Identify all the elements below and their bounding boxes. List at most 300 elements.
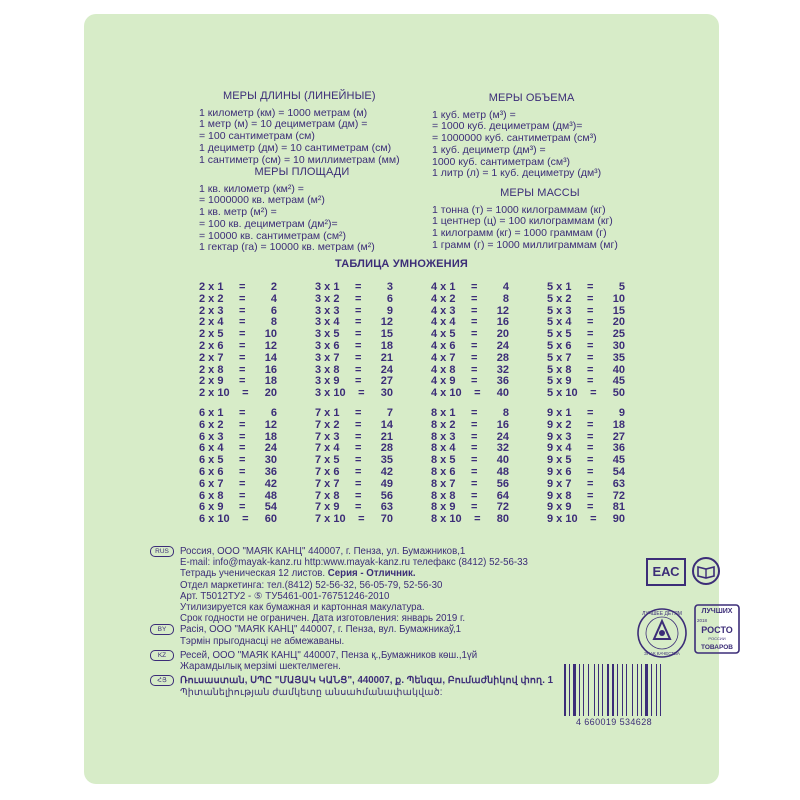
- times-table-3: [315, 282, 393, 400]
- times-result: 27: [380, 375, 393, 388]
- times-result: 12: [380, 316, 393, 329]
- area-line: 1 кв. метр (м²) =: [199, 206, 277, 219]
- country-badge-rus: RUS: [150, 546, 174, 557]
- equals-sign: =: [355, 304, 362, 317]
- volume-line: = 1000 куб. дециметрам (дм³)=: [432, 120, 583, 133]
- times-table-row: [315, 294, 393, 306]
- barcode-bar: [662, 664, 664, 716]
- rus-address-line: [150, 546, 553, 557]
- best-100-goods-mark: [694, 604, 740, 654]
- times-result: 18: [264, 375, 277, 388]
- times-result: 7: [386, 407, 393, 419]
- kz-address: Ресей, ООО "МАЯК КАНЦ" 440007, Пенза қ.,Бумажников көш.,1үй: [180, 650, 478, 662]
- by-address-line: [150, 624, 553, 635]
- times-result: 35: [380, 454, 393, 467]
- times-table-row: [199, 479, 277, 491]
- barcode-bar: [585, 664, 587, 716]
- equals-sign: =: [355, 454, 362, 467]
- rus-address: Россия, ООО "МАЯК КАНЦ" 440007, г. Пенза, ул. Бумажников,1: [180, 546, 466, 558]
- times-expression: 4 x 9: [431, 375, 456, 388]
- times-result: 8: [502, 407, 509, 419]
- times-expression: 3 x 10: [315, 387, 346, 400]
- equals-sign: =: [471, 477, 478, 490]
- barcode-bar: [564, 664, 566, 716]
- best-mark-top: ЛУЧШИХ: [701, 608, 733, 615]
- times-expression: 2 x 4: [199, 316, 224, 329]
- barcode-bar: [660, 664, 661, 716]
- barcode-bar: [632, 664, 633, 716]
- am-shelf-life: Պիտանելիության ժամկետը անսահմանափակված:: [180, 686, 443, 698]
- barcode-bar: [658, 664, 659, 716]
- by-address: Расія, ООО "МАЯК КАНЦ" 440007, г. Пенза, вул. Бумажникаў,1: [180, 624, 462, 636]
- equals-sign: =: [355, 465, 362, 478]
- times-expression: 6 x 4: [199, 442, 224, 455]
- equals-sign: =: [587, 477, 594, 490]
- times-result: 40: [612, 363, 625, 376]
- times-table-row: [199, 294, 277, 306]
- volume-measures-block: [432, 93, 601, 180]
- times-expression: 6 x 2: [199, 418, 224, 431]
- times-expression: 9 x 4: [547, 442, 572, 455]
- area-line: = 1000000 кв. метрам (м²): [199, 194, 325, 207]
- times-expression: 5 x 2: [547, 292, 572, 305]
- times-result: 32: [496, 363, 509, 376]
- area-measures-title: МЕРЫ ПЛОЩАДИ: [254, 166, 350, 178]
- barcode-bar: [598, 664, 600, 716]
- times-result: 54: [612, 465, 625, 478]
- recycling-note: Утилизируется как бумажная и картонная макулатура.: [180, 602, 425, 614]
- times-result: 8: [502, 292, 509, 305]
- times-expression: 2 x 2: [199, 292, 224, 305]
- best-mark-small: РОССИИ: [708, 636, 726, 641]
- equals-sign: =: [471, 351, 478, 364]
- equals-sign: =: [471, 292, 478, 305]
- times-expression: 2 x 8: [199, 363, 224, 376]
- barcode-bar: [615, 664, 616, 716]
- equals-sign: =: [239, 339, 246, 352]
- times-result: 16: [496, 418, 509, 431]
- times-expression: 4 x 3: [431, 304, 456, 317]
- times-expression: 3 x 1: [315, 281, 340, 293]
- times-result: 4: [502, 281, 509, 293]
- equals-sign: =: [355, 489, 362, 502]
- times-expression: 5 x 8: [547, 363, 572, 376]
- times-result: 40: [496, 454, 509, 467]
- equals-sign: =: [590, 387, 597, 400]
- barcode-bar: [622, 664, 623, 716]
- product-line: [150, 568, 553, 579]
- times-expression: 5 x 4: [547, 316, 572, 329]
- times-table-4: [431, 282, 509, 400]
- times-expression: 4 x 7: [431, 351, 456, 364]
- times-table-row: [315, 341, 393, 353]
- times-result: 4: [270, 292, 277, 305]
- times-result: 48: [264, 489, 277, 502]
- times-result: 30: [612, 339, 625, 352]
- times-table-row: [547, 420, 625, 432]
- times-result: 10: [264, 328, 277, 341]
- times-expression: 4 x 2: [431, 292, 456, 305]
- equals-sign: =: [239, 430, 246, 443]
- area-line: 1 гектар (га) = 10000 кв. метрам (м²): [199, 241, 375, 254]
- barcode-bar: [596, 664, 597, 716]
- kids-mark-bottom-text: ЗНАК КАЧЕСТВА: [644, 651, 680, 656]
- times-result: 14: [264, 351, 277, 364]
- marketing-phones: Отдел маркетинга: тел.(8412) 52-56-32, 56-05-79, 52-56-30: [180, 579, 443, 591]
- times-result: 6: [386, 292, 393, 305]
- times-expression: 9 x 3: [547, 430, 572, 443]
- times-table-row: [431, 420, 509, 432]
- times-result: 42: [380, 465, 393, 478]
- times-table-row: [199, 341, 277, 353]
- am-address-line: [150, 675, 553, 686]
- times-expression: 8 x 9: [431, 501, 456, 514]
- times-expression: 9 x 1: [547, 407, 572, 419]
- times-result: 27: [612, 430, 625, 443]
- barcode: [564, 664, 664, 727]
- equals-sign: =: [355, 501, 362, 514]
- equals-sign: =: [471, 316, 478, 329]
- barcode-bar: [619, 664, 621, 716]
- barcode-bar: [594, 664, 595, 716]
- barcode-bar: [617, 664, 618, 716]
- times-table-row: [315, 353, 393, 365]
- times-result: 14: [380, 418, 393, 431]
- equals-sign: =: [471, 407, 478, 419]
- times-result: 30: [264, 454, 277, 467]
- times-expression: 8 x 10: [431, 513, 462, 526]
- times-result: 36: [496, 375, 509, 388]
- equals-sign: =: [471, 501, 478, 514]
- equals-sign: =: [239, 375, 246, 388]
- times-expression: 8 x 7: [431, 477, 456, 490]
- times-table-row: [199, 514, 277, 526]
- barcode-bar: [571, 664, 573, 716]
- times-expression: 6 x 1: [199, 407, 224, 419]
- times-result: 81: [612, 501, 625, 514]
- eac-mark: ЕАС: [646, 558, 686, 586]
- times-expression: 4 x 6: [431, 339, 456, 352]
- times-expression: 7 x 6: [315, 465, 340, 478]
- barcode-bar: [567, 664, 568, 716]
- times-result: 40: [496, 387, 509, 400]
- times-result: 9: [618, 407, 625, 419]
- times-table-row: [431, 479, 509, 491]
- times-result: 48: [496, 465, 509, 478]
- equals-sign: =: [239, 489, 246, 502]
- equals-sign: =: [471, 328, 478, 341]
- barcode-bars: [564, 664, 664, 716]
- by-shelf-life: Тэрмін прыгоднасці не абмежаваны.: [180, 635, 345, 647]
- times-table-row: [547, 479, 625, 491]
- times-expression: 3 x 9: [315, 375, 340, 388]
- shelf-life-date: Срок годности не ограничен. Дата изготовления: январь 2019 г.: [180, 613, 466, 625]
- barcode-bar: [573, 664, 576, 716]
- country-badge-am: ՀՅ: [150, 675, 174, 686]
- times-result: 6: [270, 407, 277, 419]
- barcode-bar: [649, 664, 650, 716]
- times-expression: 7 x 7: [315, 477, 340, 490]
- mass-measures-block: [432, 188, 618, 252]
- length-line: 1 метр (м) = 10 дециметрам (дм) =: [199, 118, 368, 131]
- times-result: 15: [380, 328, 393, 341]
- notebook-back-cover: [84, 14, 733, 784]
- barcode-bar: [624, 664, 625, 716]
- times-expression: 8 x 5: [431, 454, 456, 467]
- times-expression: 9 x 5: [547, 454, 572, 467]
- times-expression: 9 x 9: [547, 501, 572, 514]
- length-line: 1 дециметр (дм) = 10 сантиметрам (см): [199, 141, 392, 154]
- times-result: 28: [496, 351, 509, 364]
- times-result: 45: [612, 454, 625, 467]
- equals-sign: =: [239, 454, 246, 467]
- times-table-row: [199, 353, 277, 365]
- times-result: 54: [264, 501, 277, 514]
- mass-line: 1 килограмм (кг) = 1000 граммам (г): [432, 227, 607, 240]
- times-result: 70: [380, 513, 393, 526]
- times-result: 8: [270, 316, 277, 329]
- times-expression: 8 x 6: [431, 465, 456, 478]
- barcode-bar: [607, 664, 609, 716]
- volume-line: 1000 куб. сантиметрам (см³): [432, 155, 571, 168]
- barcode-bar: [600, 664, 601, 716]
- publisher-info: [150, 546, 553, 698]
- times-expression: 3 x 2: [315, 292, 340, 305]
- best-mark-middle: РОСТО: [701, 625, 733, 635]
- times-result: 36: [264, 465, 277, 478]
- times-expression: 8 x 3: [431, 430, 456, 443]
- barcode-bar: [612, 664, 615, 716]
- country-badge-kz: KZ: [150, 650, 174, 661]
- times-table-row: [547, 467, 625, 479]
- mass-measures-title: МЕРЫ МАССЫ: [500, 187, 580, 199]
- barcode-bar: [588, 664, 589, 716]
- equals-sign: =: [587, 375, 594, 388]
- times-expression: 3 x 8: [315, 363, 340, 376]
- times-table-9: [547, 408, 625, 526]
- times-expression: 3 x 5: [315, 328, 340, 341]
- barcode-number: 4 660019 534628: [575, 717, 653, 727]
- equals-sign: =: [471, 454, 478, 467]
- times-expression: 6 x 7: [199, 477, 224, 490]
- equals-sign: =: [587, 304, 594, 317]
- times-result: 35: [612, 351, 625, 364]
- times-expression: 3 x 4: [315, 316, 340, 329]
- times-expression: 6 x 9: [199, 501, 224, 514]
- equals-sign: =: [587, 418, 594, 431]
- barcode-bar: [643, 664, 644, 716]
- barcode-bar: [610, 664, 611, 716]
- equals-sign: =: [355, 363, 362, 376]
- equals-sign: =: [587, 328, 594, 341]
- times-result: 20: [264, 387, 277, 400]
- times-result: 12: [264, 418, 277, 431]
- times-table-row: [315, 420, 393, 432]
- times-result: 60: [264, 513, 277, 526]
- area-line: = 100 кв. дециметрам (дм²)=: [199, 217, 338, 230]
- times-expression: 6 x 6: [199, 465, 224, 478]
- times-expression: 9 x 6: [547, 465, 572, 478]
- times-result: 24: [496, 339, 509, 352]
- barcode-bar: [583, 664, 585, 716]
- times-expression: 7 x 4: [315, 442, 340, 455]
- equals-sign: =: [587, 454, 594, 467]
- equals-sign: =: [355, 407, 362, 419]
- equals-sign: =: [471, 489, 478, 502]
- equals-sign: =: [587, 465, 594, 478]
- times-table-row: [431, 388, 509, 400]
- equals-sign: =: [239, 418, 246, 431]
- times-expression: 6 x 10: [199, 513, 230, 526]
- times-result: 18: [264, 430, 277, 443]
- barcode-bar: [653, 664, 655, 716]
- times-expression: 5 x 1: [547, 281, 572, 293]
- barcode-bar: [656, 664, 658, 716]
- times-result: 64: [496, 489, 509, 502]
- equals-sign: =: [587, 292, 594, 305]
- times-table-7: [315, 408, 393, 526]
- multiplication-table-title: ТАБЛИЦА УМНОЖЕНИЯ: [334, 258, 469, 270]
- times-result: 32: [496, 442, 509, 455]
- times-table-row: [547, 341, 625, 353]
- volume-line: = 1000000 куб. сантиметрам (см³): [432, 132, 597, 145]
- times-result: 49: [380, 477, 393, 490]
- times-result: 2: [270, 281, 277, 293]
- times-table-row: [315, 479, 393, 491]
- times-expression: 8 x 2: [431, 418, 456, 431]
- times-table-row: [547, 388, 625, 400]
- times-table-row: [547, 353, 625, 365]
- times-result: 50: [612, 387, 625, 400]
- times-result: 15: [612, 304, 625, 317]
- volume-line: 1 куб. метр (м³) =: [432, 108, 516, 121]
- country-badge-by: BY: [150, 624, 174, 635]
- times-expression: 9 x 2: [547, 418, 572, 431]
- equals-sign: =: [355, 316, 362, 329]
- barcode-bar: [641, 664, 643, 716]
- times-result: 56: [496, 477, 509, 490]
- times-expression: 2 x 1: [199, 281, 224, 293]
- times-result: 45: [612, 375, 625, 388]
- kids-mark-top-text: ЛУЧШЕЕ ДЕТЯМ: [642, 611, 682, 617]
- times-result: 9: [386, 304, 393, 317]
- kz-address-line: [150, 650, 553, 661]
- length-line: 1 сантиметр (см) = 10 миллиметрам (мм): [199, 153, 400, 166]
- times-expression: 3 x 7: [315, 351, 340, 364]
- equals-sign: =: [355, 339, 362, 352]
- times-expression: 7 x 1: [315, 407, 340, 419]
- times-table-row: [547, 514, 625, 526]
- barcode-bar: [651, 664, 652, 716]
- barcode-bar: [602, 664, 603, 716]
- barcode-bar: [639, 664, 640, 716]
- equals-sign: =: [239, 281, 246, 293]
- times-expression: 2 x 6: [199, 339, 224, 352]
- times-table-row: [431, 341, 509, 353]
- times-table-row: [315, 467, 393, 479]
- equals-sign: =: [355, 418, 362, 431]
- equals-sign: =: [471, 430, 478, 443]
- times-expression: 6 x 8: [199, 489, 224, 502]
- times-expression: 5 x 5: [547, 328, 572, 341]
- times-expression: 2 x 7: [199, 351, 224, 364]
- length-line: 1 километр (км) = 1000 метрам (м): [199, 106, 368, 119]
- times-expression: 7 x 5: [315, 454, 340, 467]
- times-result: 10: [612, 292, 625, 305]
- mass-line: 1 тонна (т) = 1000 килограммам (кг): [432, 203, 606, 216]
- times-expression: 5 x 7: [547, 351, 572, 364]
- equals-sign: =: [587, 339, 594, 352]
- barcode-bar: [626, 664, 628, 716]
- equals-sign: =: [358, 513, 365, 526]
- times-table-row: [431, 294, 509, 306]
- times-expression: 4 x 1: [431, 281, 456, 293]
- times-result: 30: [380, 387, 393, 400]
- times-expression: 7 x 10: [315, 513, 346, 526]
- times-expression: 4 x 5: [431, 328, 456, 341]
- times-result: 90: [612, 513, 625, 526]
- times-result: 5: [618, 281, 625, 293]
- times-expression: 9 x 8: [547, 489, 572, 502]
- times-result: 42: [264, 477, 277, 490]
- times-result: 21: [380, 430, 393, 443]
- times-result: 6: [270, 304, 277, 317]
- times-expression: 7 x 3: [315, 430, 340, 443]
- times-table-row: [199, 388, 277, 400]
- barcode-bar: [637, 664, 638, 716]
- times-result: 20: [496, 328, 509, 341]
- times-table-row: [547, 294, 625, 306]
- times-table-row: [431, 353, 509, 365]
- rus-contacts: E-mail: info@mayak-kanz.ru http:www.mayak-kanz.ru телефакс (8412) 52-56-33: [180, 557, 528, 569]
- area-line: = 10000 кв. сантиметрам (см²): [199, 229, 347, 242]
- times-expression: 6 x 5: [199, 454, 224, 467]
- book-certification-icon: [690, 556, 722, 586]
- times-expression: 6 x 3: [199, 430, 224, 443]
- volume-line: 1 литр (л) = 1 куб. дециметру (дм³): [432, 167, 602, 180]
- times-expression: 5 x 10: [547, 387, 578, 400]
- equals-sign: =: [471, 339, 478, 352]
- times-expression: 8 x 4: [431, 442, 456, 455]
- times-result: 12: [264, 339, 277, 352]
- equals-sign: =: [239, 407, 246, 419]
- length-line: = 100 сантиметрам (см): [199, 130, 315, 143]
- barcode-bar: [645, 664, 648, 716]
- equals-sign: =: [239, 292, 246, 305]
- times-expression: 2 x 10: [199, 387, 230, 400]
- times-result: 56: [380, 489, 393, 502]
- times-expression: 4 x 8: [431, 363, 456, 376]
- am-address: Ռուսաստան, ՍՊԸ "ՄԱՅԱԿ ԿԱՆՑ", 440007, ք. Պենզա, Բումաժնիկով փող. 1: [180, 675, 553, 687]
- times-result: 3: [386, 281, 393, 293]
- times-result: 21: [380, 351, 393, 364]
- equals-sign: =: [471, 442, 478, 455]
- equals-sign: =: [474, 513, 481, 526]
- times-table-5: [547, 282, 625, 400]
- times-expression: 4 x 4: [431, 316, 456, 329]
- equals-sign: =: [239, 442, 246, 455]
- equals-sign: =: [587, 363, 594, 376]
- equals-sign: =: [471, 418, 478, 431]
- equals-sign: =: [355, 375, 362, 388]
- times-result: 16: [496, 316, 509, 329]
- equals-sign: =: [587, 316, 594, 329]
- best-mark-year: 2018: [696, 618, 708, 623]
- times-expression: 4 x 10: [431, 387, 462, 400]
- times-result: 16: [264, 363, 277, 376]
- times-table-8: [431, 408, 509, 526]
- times-table-row: [199, 420, 277, 432]
